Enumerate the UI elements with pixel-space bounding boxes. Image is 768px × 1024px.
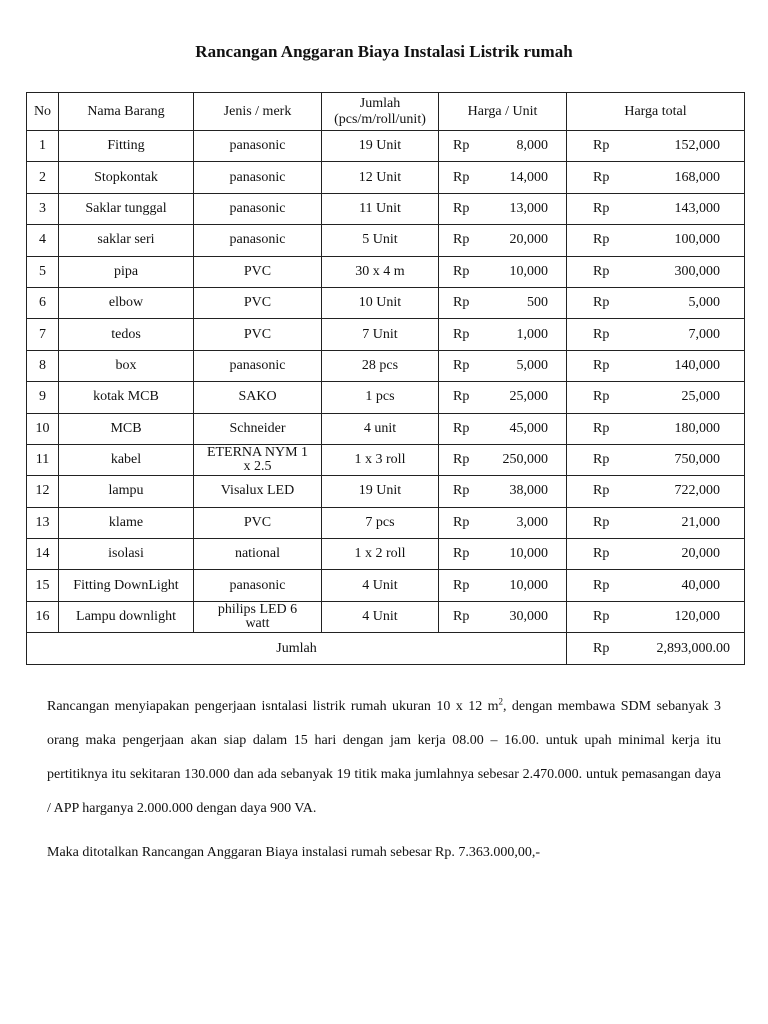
header-nama-barang: Nama Barang (59, 93, 194, 131)
cell-harga-total (567, 507, 745, 538)
cell-harga-value: 45,000 (509, 420, 548, 436)
cell-total-value: 143,000 (674, 200, 720, 216)
table-row (27, 256, 745, 287)
cell-no: 14 (27, 539, 59, 570)
cell-currency: Rp (593, 389, 610, 405)
cell-harga-total (567, 162, 745, 193)
table-row (27, 382, 745, 413)
cell-total-value: 152,000 (674, 138, 720, 154)
cell-currency: Rp (453, 514, 470, 530)
cell-no: 6 (27, 287, 59, 318)
cell-jenis-line1: philips LED 6 (217, 602, 298, 618)
cell-no: 16 (27, 601, 59, 632)
table-row (27, 225, 745, 256)
cell-harga-total (567, 476, 745, 507)
cell-jenis-line2: watt (245, 616, 270, 632)
description-text-part2: , dengan membawa SDM sebanyak 3 orang maka pengerjaan akan siap dalam 15 hari dengan jam kerja 08.00 – 16.00. untuk upah minimal kerja itu pertitiknya itu sekitaran 130.000 dan ada sebanyak 19 titik maka jumlahnya sebesar 2.470.000. untuk pemasangan daya / APP harganya 2.000.000 dengan daya 900 VA. (47, 699, 721, 816)
cell-currency: Rp (453, 326, 470, 342)
description-text-part1: Rancangan menyiapakan pengerjaan isntalasi listrik rumah ukuran 10 x 12 m (47, 699, 499, 714)
footer-grand-total-cell (567, 633, 745, 665)
cell-jumlah: 7 Unit (322, 319, 439, 350)
cell-nama-barang: Saklar tunggal (59, 193, 194, 224)
cell-jenis: SAKO (194, 382, 322, 413)
cell-harga-total (567, 601, 745, 632)
cell-harga-value: 10,000 (509, 263, 548, 279)
cell-harga-value: 13,000 (509, 200, 548, 216)
cell-currency: Rp (593, 138, 610, 154)
page-title: Rancangan Anggaran Biaya Instalasi Listrik rumah (195, 42, 573, 61)
cell-no: 3 (27, 193, 59, 224)
cell-harga-value: 20,000 (509, 232, 548, 248)
table-row (27, 570, 745, 601)
cell-nama-barang: tedos (59, 319, 194, 350)
description-superscript: 2 (498, 696, 503, 707)
footer-currency: Rp (593, 640, 610, 656)
cell-harga-unit (439, 162, 567, 193)
cell-currency: Rp (593, 200, 610, 216)
cell-jenis: PVC (194, 256, 322, 287)
cell-currency: Rp (593, 295, 610, 311)
cell-harga-unit (439, 256, 567, 287)
cell-jenis: panasonic (194, 193, 322, 224)
cell-harga-unit (439, 319, 567, 350)
table-footer-row (27, 633, 745, 665)
cell-harga-unit (439, 382, 567, 413)
cell-no: 7 (27, 319, 59, 350)
cell-harga-unit (439, 507, 567, 538)
cell-jenis: Schneider (194, 413, 322, 444)
cell-total-value: 180,000 (674, 420, 720, 436)
cell-harga-value: 30,000 (509, 609, 548, 625)
cell-jumlah: 19 Unit (322, 131, 439, 162)
cell-total-value: 168,000 (674, 169, 720, 185)
table-header-row (27, 93, 745, 131)
cell-harga-value: 250,000 (502, 452, 548, 468)
cell-jenis: panasonic (194, 225, 322, 256)
cell-currency: Rp (453, 577, 470, 593)
cell-jumlah: 1 pcs (322, 382, 439, 413)
cell-harga-total (567, 131, 745, 162)
cell-harga-unit (439, 225, 567, 256)
table-row (27, 162, 745, 193)
cell-total-value: 7,000 (688, 326, 720, 342)
cell-jumlah: 4 Unit (322, 570, 439, 601)
cell-currency: Rp (593, 169, 610, 185)
cell-jumlah: 10 Unit (322, 287, 439, 318)
total-summary-paragraph: Maka ditotalkan Rancangan Anggaran Biaya instalasi rumah sebesar Rp. 7.363.000,00,- (47, 845, 540, 860)
cell-no: 15 (27, 570, 59, 601)
cell-currency: Rp (593, 546, 610, 562)
cell-harga-unit (439, 601, 567, 632)
cell-currency: Rp (593, 577, 610, 593)
cell-nama-barang: elbow (59, 287, 194, 318)
table-row (27, 193, 745, 224)
cell-harga-total (567, 570, 745, 601)
header-jumlah (322, 93, 439, 131)
cell-no: 5 (27, 256, 59, 287)
cell-currency: Rp (453, 483, 470, 499)
cell-jenis: PVC (194, 287, 322, 318)
table-row (27, 287, 745, 318)
cell-jumlah: 1 x 3 roll (322, 444, 439, 475)
cell-harga-value: 10,000 (509, 577, 548, 593)
cell-jumlah: 1 x 2 roll (322, 539, 439, 570)
cell-jenis: panasonic (194, 570, 322, 601)
cell-total-value: 100,000 (674, 232, 720, 248)
cell-nama-barang: Lampu downlight (59, 601, 194, 632)
cell-jumlah: 4 Unit (322, 601, 439, 632)
cell-jenis: panasonic (194, 131, 322, 162)
cell-jenis: panasonic (194, 162, 322, 193)
cell-jenis (194, 444, 322, 475)
cell-nama-barang: Fitting DownLight (59, 570, 194, 601)
cell-currency: Rp (453, 232, 470, 248)
cell-no: 2 (27, 162, 59, 193)
cell-currency: Rp (453, 200, 470, 216)
cell-jumlah: 19 Unit (322, 476, 439, 507)
cell-currency: Rp (453, 389, 470, 405)
cell-total-value: 21,000 (681, 514, 720, 530)
footer-label: Jumlah (27, 633, 567, 665)
cell-harga-value: 500 (527, 295, 548, 311)
cell-currency: Rp (453, 263, 470, 279)
cell-no: 10 (27, 413, 59, 444)
cell-currency: Rp (593, 326, 610, 342)
cell-nama-barang: pipa (59, 256, 194, 287)
cell-total-value: 140,000 (674, 357, 720, 373)
cell-harga-value: 1,000 (516, 326, 548, 342)
cell-nama-barang: Stopkontak (59, 162, 194, 193)
description-paragraph (47, 690, 721, 826)
cell-harga-total (567, 287, 745, 318)
cell-total-value: 40,000 (681, 577, 720, 593)
cell-currency: Rp (593, 263, 610, 279)
cell-jenis-line1: ETERNA NYM 1 (206, 445, 309, 461)
table-body (27, 131, 745, 633)
cell-nama-barang: saklar seri (59, 225, 194, 256)
cell-jenis (194, 601, 322, 632)
cell-harga-unit (439, 444, 567, 475)
table-row (27, 413, 745, 444)
cell-harga-unit (439, 570, 567, 601)
cell-currency: Rp (453, 609, 470, 625)
header-harga-total: Harga total (567, 93, 745, 131)
header-harga-unit: Harga / Unit (439, 93, 567, 131)
table-row (27, 476, 745, 507)
cell-currency: Rp (453, 546, 470, 562)
cell-jumlah: 7 pcs (322, 507, 439, 538)
cell-harga-value: 38,000 (509, 483, 548, 499)
cell-jenis: Visalux LED (194, 476, 322, 507)
cell-nama-barang: Fitting (59, 131, 194, 162)
table-row (27, 319, 745, 350)
budget-table (26, 92, 745, 665)
cell-harga-unit (439, 476, 567, 507)
cell-currency: Rp (593, 420, 610, 436)
cell-currency: Rp (453, 138, 470, 154)
cell-jumlah: 4 unit (322, 413, 439, 444)
header-jumlah-line1: Jumlah (359, 95, 401, 111)
cell-no: 8 (27, 350, 59, 381)
cell-total-value: 722,000 (674, 483, 720, 499)
header-jumlah-line2: (pcs/m/roll/unit) (334, 111, 426, 127)
cell-harga-total (567, 539, 745, 570)
cell-harga-unit (439, 350, 567, 381)
table-row (27, 131, 745, 162)
cell-total-value: 300,000 (674, 263, 720, 279)
cell-jumlah: 5 Unit (322, 225, 439, 256)
cell-nama-barang: lampu (59, 476, 194, 507)
cell-jenis: panasonic (194, 350, 322, 381)
cell-jumlah: 28 pcs (322, 350, 439, 381)
cell-no: 11 (27, 444, 59, 475)
cell-total-value: 120,000 (674, 609, 720, 625)
cell-currency: Rp (453, 452, 470, 468)
header-no: No (27, 93, 59, 131)
cell-harga-total (567, 256, 745, 287)
cell-harga-total (567, 193, 745, 224)
cell-currency: Rp (593, 514, 610, 530)
cell-harga-value: 8,000 (516, 138, 548, 154)
cell-jenis: PVC (194, 507, 322, 538)
cell-nama-barang: kotak MCB (59, 382, 194, 413)
cell-no: 1 (27, 131, 59, 162)
cell-currency: Rp (593, 357, 610, 373)
cell-harga-total (567, 413, 745, 444)
table-row (27, 601, 745, 632)
cell-no: 4 (27, 225, 59, 256)
cell-harga-value: 5,000 (516, 357, 548, 373)
cell-jenis-line2: x 2.5 (243, 459, 272, 475)
cell-total-value: 25,000 (681, 389, 720, 405)
cell-nama-barang: isolasi (59, 539, 194, 570)
cell-currency: Rp (453, 295, 470, 311)
cell-harga-total (567, 382, 745, 413)
cell-total-value: 20,000 (681, 546, 720, 562)
cell-jumlah: 11 Unit (322, 193, 439, 224)
cell-no: 9 (27, 382, 59, 413)
cell-jenis: PVC (194, 319, 322, 350)
cell-currency: Rp (453, 169, 470, 185)
cell-nama-barang: klame (59, 507, 194, 538)
table-row (27, 444, 745, 475)
table-row (27, 507, 745, 538)
cell-harga-unit (439, 131, 567, 162)
cell-jumlah: 12 Unit (322, 162, 439, 193)
header-jenis-merk: Jenis / merk (194, 93, 322, 131)
cell-currency: Rp (593, 609, 610, 625)
cell-harga-value: 25,000 (509, 389, 548, 405)
cell-harga-value: 3,000 (516, 514, 548, 530)
cell-no: 12 (27, 476, 59, 507)
table-row (27, 539, 745, 570)
cell-harga-unit (439, 413, 567, 444)
footer-grand-total: 2,893,000.00 (656, 640, 730, 656)
cell-currency: Rp (453, 357, 470, 373)
cell-harga-total (567, 319, 745, 350)
cell-harga-value: 10,000 (509, 546, 548, 562)
cell-harga-total (567, 444, 745, 475)
cell-nama-barang: MCB (59, 413, 194, 444)
cell-harga-total (567, 350, 745, 381)
cell-currency: Rp (593, 452, 610, 468)
cell-harga-total (567, 225, 745, 256)
cell-no: 13 (27, 507, 59, 538)
cell-total-value: 750,000 (674, 452, 720, 468)
cell-jumlah: 30 x 4 m (322, 256, 439, 287)
cell-nama-barang: box (59, 350, 194, 381)
cell-harga-unit (439, 287, 567, 318)
cell-harga-unit (439, 193, 567, 224)
cell-currency: Rp (593, 483, 610, 499)
cell-harga-value: 14,000 (509, 169, 548, 185)
cell-total-value: 5,000 (688, 295, 720, 311)
cell-nama-barang: kabel (59, 444, 194, 475)
cell-currency: Rp (453, 420, 470, 436)
table-row (27, 350, 745, 381)
cell-currency: Rp (593, 232, 610, 248)
cell-jenis: national (194, 539, 322, 570)
cell-harga-unit (439, 539, 567, 570)
